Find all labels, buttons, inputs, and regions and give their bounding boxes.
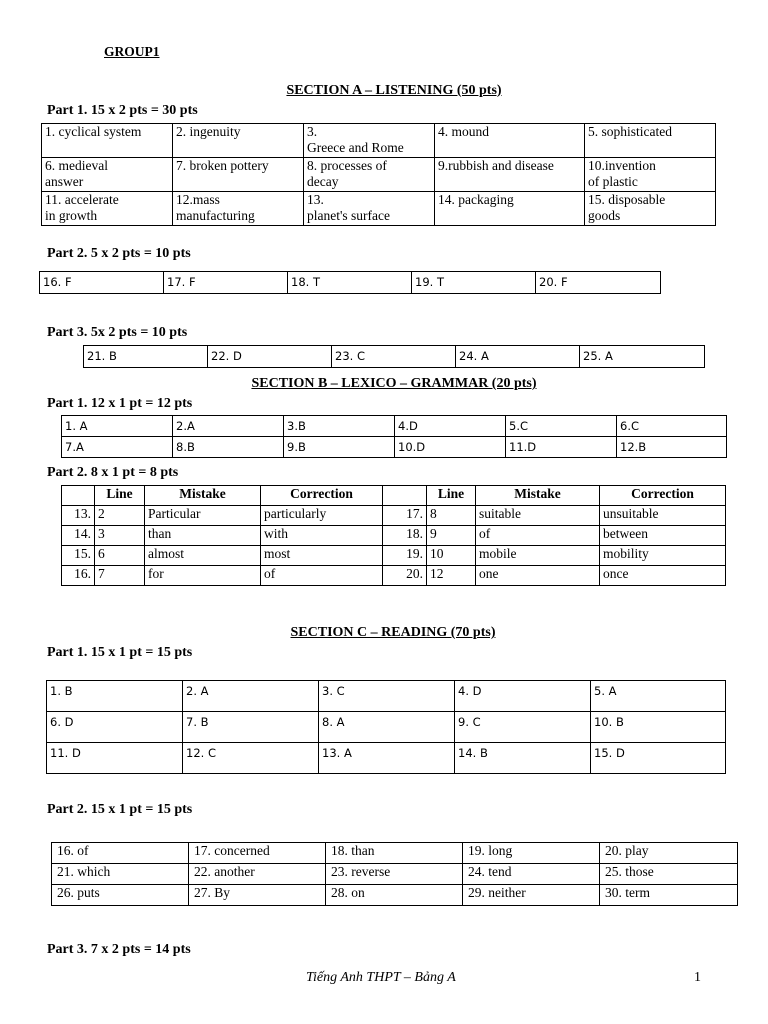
cell: 14. — [62, 526, 95, 546]
cell: 8. A — [319, 712, 455, 743]
cell: 21. which — [52, 864, 189, 885]
header-cell — [62, 486, 95, 506]
table-row — [62, 566, 726, 586]
cell: 3.B — [284, 416, 395, 437]
cell: 10.D — [395, 437, 506, 458]
cell: 11. accelerate in growth — [42, 192, 173, 226]
cell: 9. C — [455, 712, 591, 743]
cell: 1. A — [62, 416, 173, 437]
cell: 13. — [62, 506, 95, 526]
cell: mobility — [600, 546, 726, 566]
group-label: GROUP1 — [104, 44, 160, 59]
cell: 6.C — [617, 416, 727, 437]
grammar-part2-table — [61, 485, 726, 586]
section-c-part3-title: Part 3. 7 x 2 pts = 14 pts — [47, 942, 191, 957]
cell: suitable — [476, 506, 600, 526]
cell: 4. mound — [435, 124, 585, 158]
cell: 7 — [95, 566, 145, 586]
cell: 26. puts — [52, 885, 189, 906]
header-cell: Correction — [261, 486, 383, 506]
cell: than — [145, 526, 261, 546]
cell: 25. A — [580, 346, 705, 368]
cell: 15. D — [591, 743, 726, 774]
cell: 20. F — [536, 272, 661, 294]
header-cell: Mistake — [145, 486, 261, 506]
cell: 2 — [95, 506, 145, 526]
cell: 28. on — [326, 885, 463, 906]
cell: 11.D — [506, 437, 617, 458]
reading-part2-table — [51, 842, 738, 906]
cell: 14. B — [455, 743, 591, 774]
header-cell: Line — [95, 486, 145, 506]
table-row — [62, 506, 726, 526]
table-row — [62, 546, 726, 566]
cell: 6. D — [47, 712, 183, 743]
cell: 22. another — [189, 864, 326, 885]
cell: 12.B — [617, 437, 727, 458]
cell: 7.A — [62, 437, 173, 458]
cell: 5. sophisticated — [585, 124, 716, 158]
cell: 16. of — [52, 843, 189, 864]
grammar-part1-table — [61, 415, 727, 458]
reading-part1-table — [46, 680, 726, 774]
cell: 4.D — [395, 416, 506, 437]
listening-part1-table — [41, 123, 716, 226]
section-a-part1-title: Part 1. 15 x 2 pts = 30 pts — [47, 103, 198, 118]
section-a-title: SECTION A – LISTENING (50 pts) — [286, 83, 502, 98]
cell: between — [600, 526, 726, 546]
cell: 3. C — [319, 681, 455, 712]
cell: 16. — [62, 566, 95, 586]
cell: most — [261, 546, 383, 566]
cell: 7. B — [183, 712, 319, 743]
cell: 22. D — [208, 346, 332, 368]
cell: 6 — [95, 546, 145, 566]
cell: 19. — [383, 546, 427, 566]
cell: Particular — [145, 506, 261, 526]
cell: 11. D — [47, 743, 183, 774]
header-cell — [383, 486, 427, 506]
cell: 29. neither — [463, 885, 600, 906]
cell: 23. reverse — [326, 864, 463, 885]
cell: 3. Greece and Rome — [304, 124, 435, 158]
cell: for — [145, 566, 261, 586]
cell: 17. F — [164, 272, 288, 294]
cell: 18. T — [288, 272, 412, 294]
cell: of — [261, 566, 383, 586]
cell: 16. F — [40, 272, 164, 294]
cell: 9.B — [284, 437, 395, 458]
section-b-title: SECTION B – LEXICO – GRAMMAR (20 pts) — [251, 376, 537, 391]
cell: 4. D — [455, 681, 591, 712]
cell: 24. tend — [463, 864, 600, 885]
cell: 10.invention of plastic — [585, 158, 716, 192]
section-c-title: SECTION C – READING (70 pts) — [290, 625, 496, 640]
cell: 10 — [427, 546, 476, 566]
cell: almost — [145, 546, 261, 566]
cell: 13. planet's surface — [304, 192, 435, 226]
section-c-part2-title: Part 2. 15 x 1 pt = 15 pts — [47, 802, 193, 817]
cell: 6. medieval answer — [42, 158, 173, 192]
header-cell: Line — [427, 486, 476, 506]
cell: 7. broken pottery — [173, 158, 304, 192]
cell: 8. processes of decay — [304, 158, 435, 192]
cell: 1. B — [47, 681, 183, 712]
section-a-part2-title: Part 2. 5 x 2 pts = 10 pts — [47, 246, 191, 261]
cell: 25. those — [600, 864, 738, 885]
cell: particularly — [261, 506, 383, 526]
cell: 17. — [383, 506, 427, 526]
cell: 12 — [427, 566, 476, 586]
cell: with — [261, 526, 383, 546]
header-cell: Correction — [600, 486, 726, 506]
page-number: 1 — [694, 970, 701, 985]
cell: 15. disposable goods — [585, 192, 716, 226]
cell: 18. — [383, 526, 427, 546]
cell: 12. C — [183, 743, 319, 774]
cell: 3 — [95, 526, 145, 546]
cell: 2. A — [183, 681, 319, 712]
cell: 15. — [62, 546, 95, 566]
cell: 24. A — [456, 346, 580, 368]
cell: once — [600, 566, 726, 586]
cell: 2.A — [173, 416, 284, 437]
listening-part2-table — [39, 271, 661, 294]
cell: 20. — [383, 566, 427, 586]
cell: 8 — [427, 506, 476, 526]
cell: 14. packaging — [435, 192, 585, 226]
cell: unsuitable — [600, 506, 726, 526]
cell: 18. than — [326, 843, 463, 864]
cell: 1. cyclical system — [42, 124, 173, 158]
cell: 27. By — [189, 885, 326, 906]
cell: 17. concerned — [189, 843, 326, 864]
cell: 20. play — [600, 843, 738, 864]
cell: 9 — [427, 526, 476, 546]
cell: 8.B — [173, 437, 284, 458]
cell: 23. C — [332, 346, 456, 368]
footer-text: Tiếng Anh THPT – Bảng A — [306, 970, 456, 985]
cell: 21. B — [84, 346, 208, 368]
cell: 10. B — [591, 712, 726, 743]
listening-part3-table — [83, 345, 705, 368]
cell: 30. term — [600, 885, 738, 906]
section-c-part1-title: Part 1. 15 x 1 pt = 15 pts — [47, 645, 193, 660]
section-a-part3-title: Part 3. 5x 2 pts = 10 pts — [47, 325, 188, 340]
table-row — [62, 526, 726, 546]
header-cell: Mistake — [476, 486, 600, 506]
cell: 13. A — [319, 743, 455, 774]
cell: 5.C — [506, 416, 617, 437]
cell: 12.mass manufacturing — [173, 192, 304, 226]
cell: 5. A — [591, 681, 726, 712]
cell: one — [476, 566, 600, 586]
section-b-part2-title: Part 2. 8 x 1 pt = 8 pts — [47, 465, 179, 480]
section-b-part1-title: Part 1. 12 x 1 pt = 12 pts — [47, 396, 193, 411]
cell: 2. ingenuity — [173, 124, 304, 158]
cell: 19. long — [463, 843, 600, 864]
cell: 19. T — [412, 272, 536, 294]
cell: mobile — [476, 546, 600, 566]
cell: 9.rubbish and disease — [435, 158, 585, 192]
cell: of — [476, 526, 600, 546]
